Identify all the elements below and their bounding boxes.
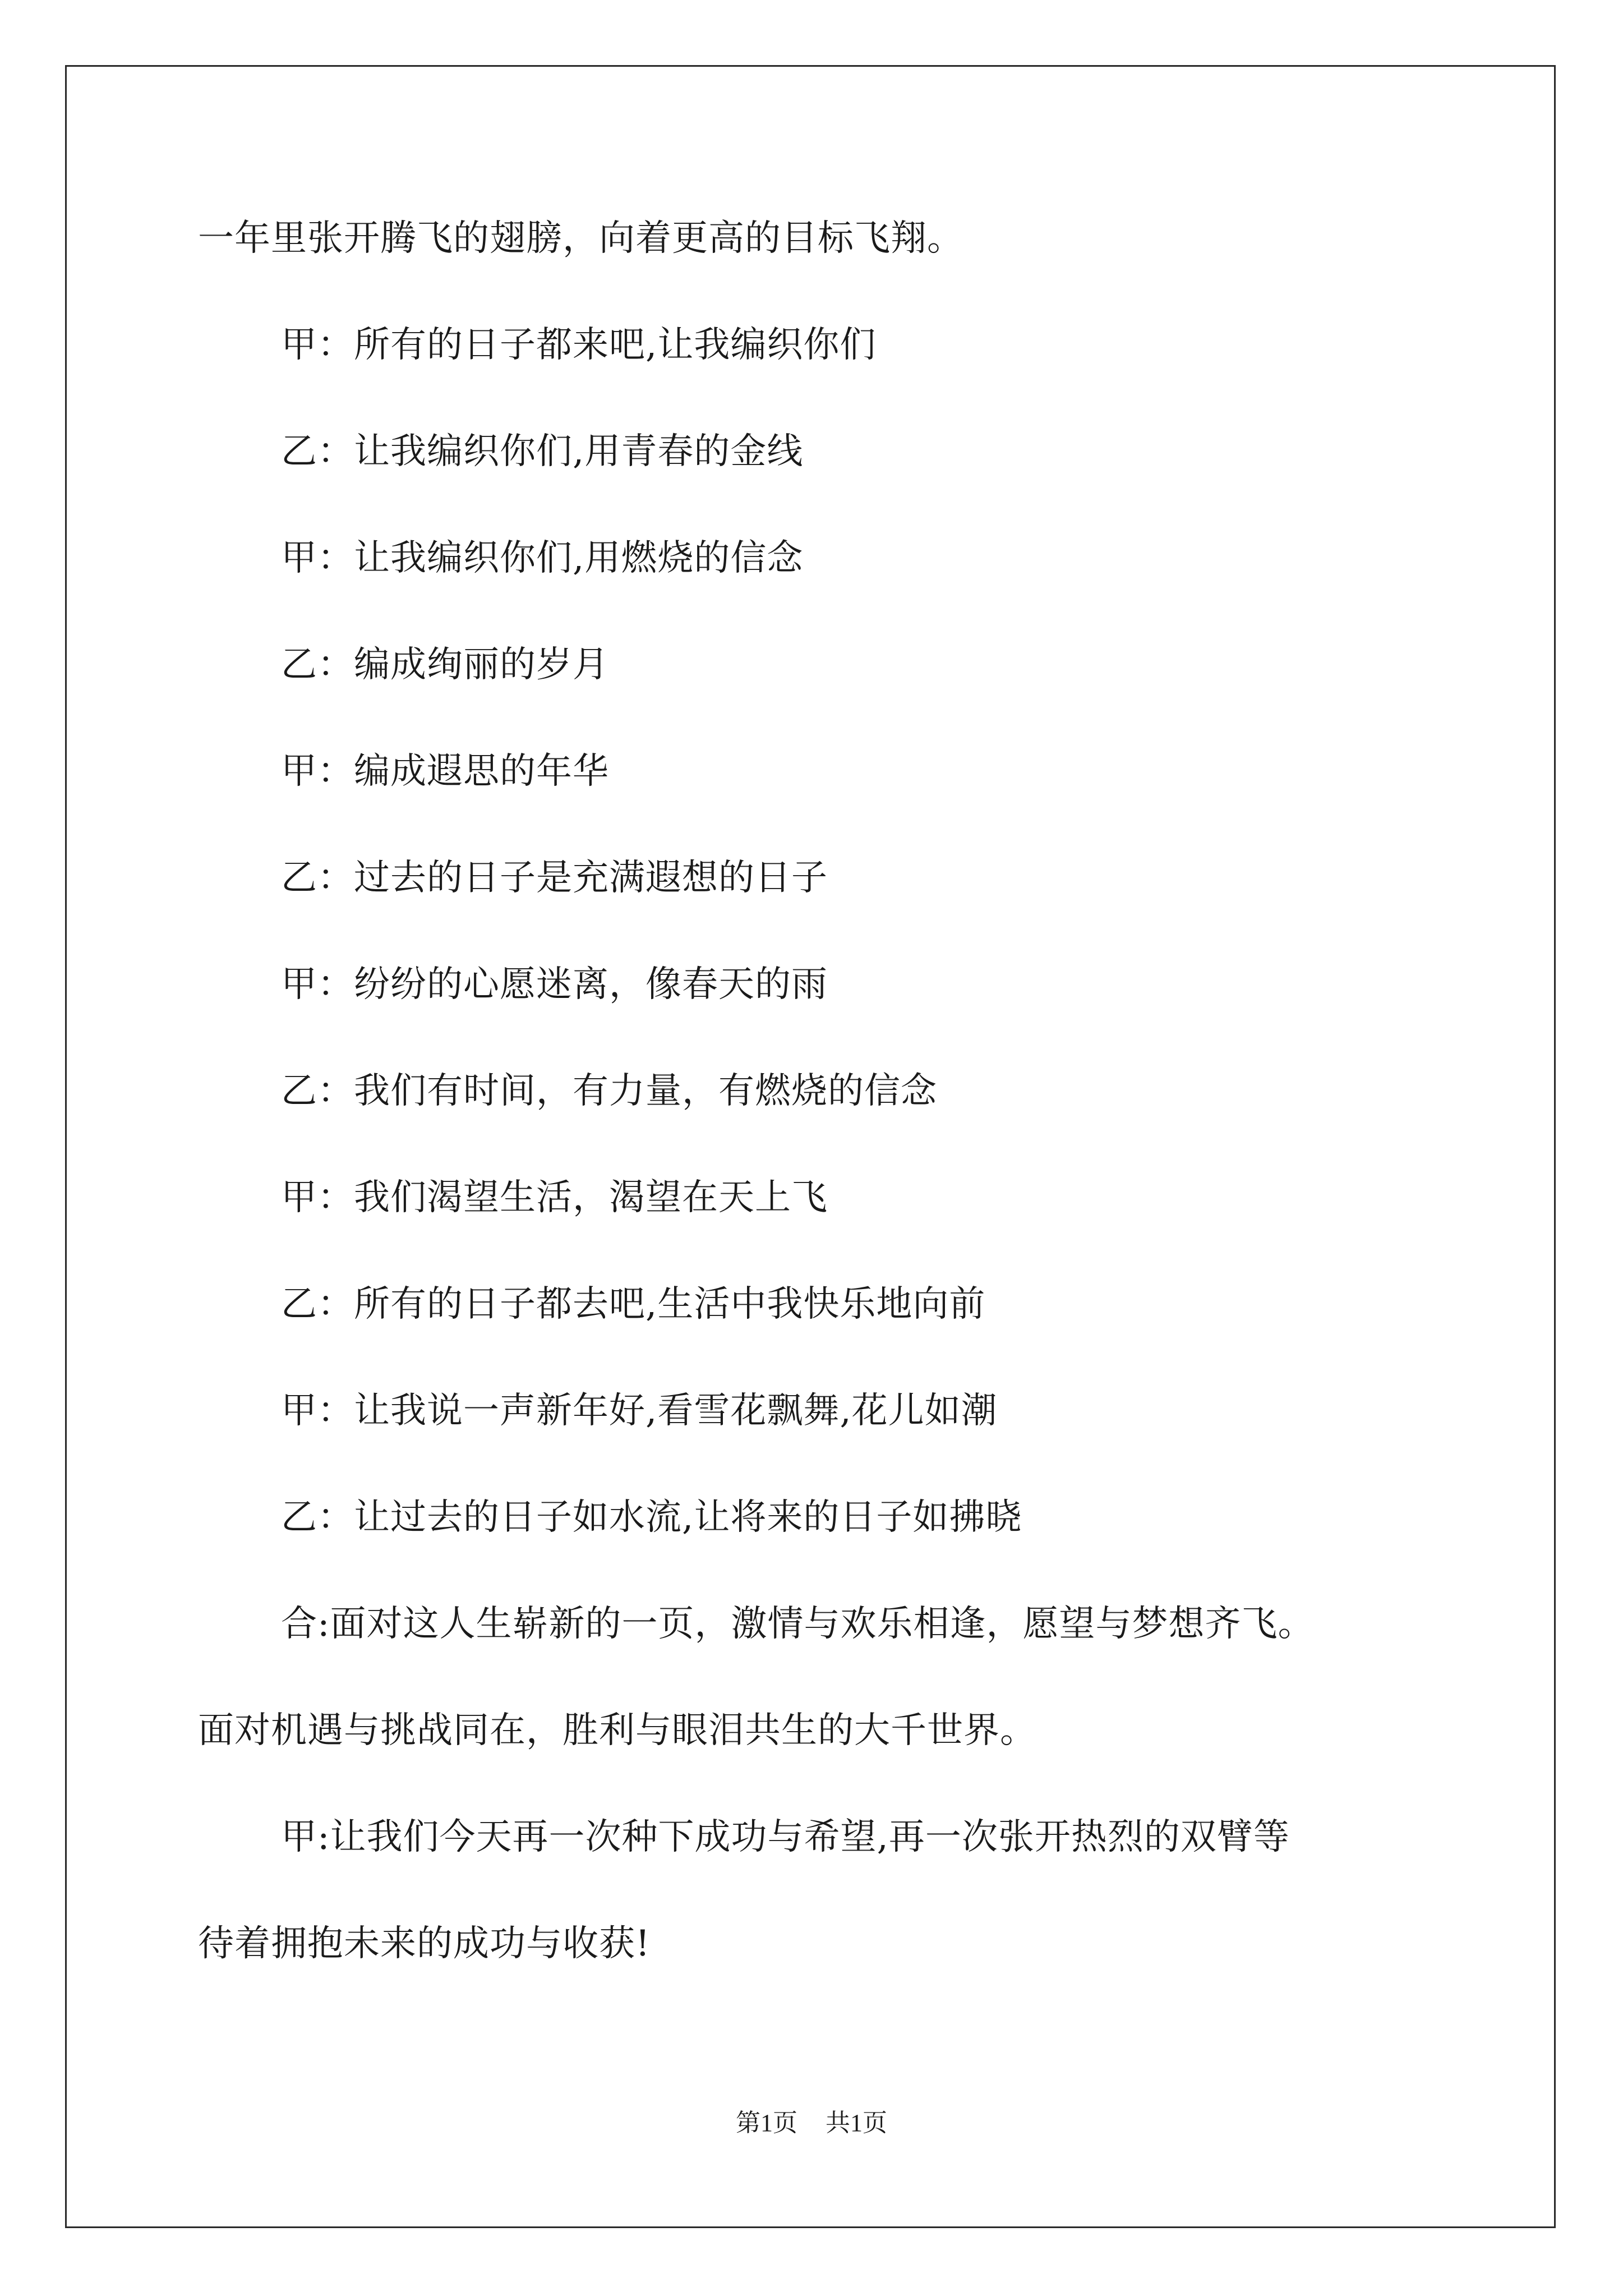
page-border [65,65,1556,2228]
dialogue-line: 甲:让我们今天再一次种下成功与希望,再一次张开热烈的双臂等 [281,1816,1290,1858]
page-total: 共1页 [826,2109,887,2137]
dialogue-line: 合:面对这人生崭新的一页，激情与欢乐相逢，愿望与梦想齐飞。 [281,1603,1315,1645]
dialogue-line: 乙：所有的日子都去吧,生活中我快乐地向前 [281,1283,986,1325]
page-footer [0,2108,1623,2138]
dialogue-line: 乙：让我编织你们,用青春的金线 [281,431,804,472]
dialogue-line: 乙：编成绚丽的岁月 [281,644,609,685]
dialogue-line: 甲：编成遐思的年华 [281,751,609,792]
text-line: 一年里张开腾飞的翅膀，向着更高的目标飞翔。 [198,218,963,259]
text-line: 面对机遇与挑战同在，胜利与眼泪共生的大千世界。 [198,1710,1036,1751]
dialogue-line: 乙：我们有时间，有力量，有燃烧的信念 [281,1070,937,1112]
text-line: 待着拥抱未来的成功与收获! [198,1923,651,1964]
dialogue-line: 乙：过去的日子是充满遐想的日子 [281,857,828,899]
dialogue-line: 甲：让我说一声新年好,看雪花飘舞,花儿如潮 [281,1390,998,1432]
dialogue-line: 甲：所有的日子都来吧,让我编织你们 [281,324,877,366]
dialogue-line: 乙：让过去的日子如水流,让将来的日子如拂晓 [281,1497,1022,1538]
page-number: 第1页 [736,2109,797,2137]
dialogue-line: 甲：我们渴望生活，渴望在天上飞 [281,1177,828,1218]
dialogue-line: 甲：让我编织你们,用燃烧的信念 [281,537,804,579]
dialogue-line: 甲：纷纷的心愿迷离，像春天的雨 [281,964,828,1005]
